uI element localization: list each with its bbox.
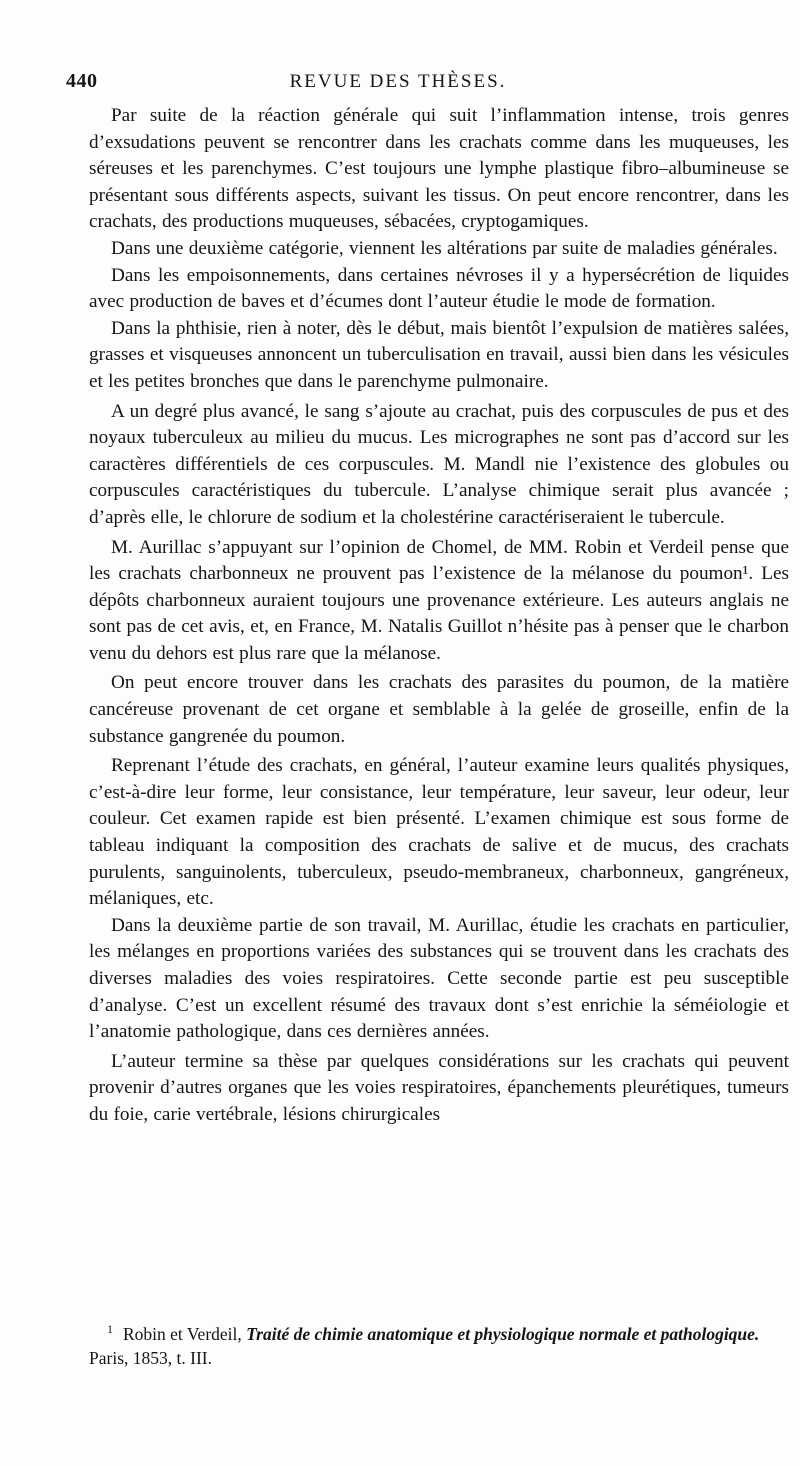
paragraph-parasites: On peut encore trouver dans les crachats des parasites du poumon, de la matière cancéreuse provenant de cet organe et semblable à la gelée de groseille, enfin de la substance gangrenée du poumon. [89, 672, 789, 747]
paragraph-crachats-charbonneux: M. Aurillac s’appuyant sur l’opinion de Chomel, de MM. Robin et Verdeil pense que les crachats charbonneux ne prouvent pas l’existence de la mélanose du poumon¹. Les dépôts charbonneux auraient toujours une provenance extérieure. Les auteurs anglais ne sont pas de cet avis, et, en France, M. Natalis Guillot n’hésite pas à penser que le charbon venu du dehors est plus rare que la mélanose. [89, 536, 789, 664]
page-header [66, 70, 770, 100]
paragraph-phthisie: Dans la phthisie, rien à noter, dès le début, mais bientôt l’expulsion de matières salées, grasses et visqueuses annoncent un tuberculisation en travail, aussi bien dans les vésicules et les petites bronches que dans le parenchyme pulmonaire. [89, 317, 789, 392]
page-body [89, 103, 789, 1129]
paragraph-exsudations: Par suite de la réaction générale qui suit l’inflammation intense, trois genres d’exsudations peuvent se rencontrer dans les crachats comme dans les muqueuses, les séreuses et les parenchymes. C’est toujours une lymphe plastique fibro–albumineuse se présentant sous différents aspects, suivant les tissus. On peut encore rencontrer, dans les crachats, des productions muqueuses, sébacées, cryptogamiques. [89, 105, 789, 233]
page-number: 440 [66, 70, 98, 92]
footnote-mark: 1 [107, 1322, 113, 1336]
footnote-title: Traité de chimie anatomique et physiologique normale et pathologique. [246, 1323, 760, 1344]
paragraph-empoisonnements: Dans les empoisonnements, dans certaines névroses il y a hypersécrétion de liquides avec production de baves et d’écumes dont l’auteur étudie le mode de formation. [89, 264, 789, 313]
footnote-publication: Paris, 1853, t. III. [89, 1347, 212, 1368]
footnote-authors: Robin et Verdeil, [123, 1323, 247, 1344]
paragraph-conclusion: L’auteur termine sa thèse par quelques considérations sur les crachats qui peuvent provenir d’autres organes que les voies respiratoires, épanchements pleurétiques, tumeurs du foie, carie vertébrale, lésions chirurgicales [89, 1050, 789, 1125]
running-head: REVUE DES THÈSES. [289, 71, 507, 92]
paragraph-qualites-physiques: Reprenant l’étude des crachats, en général, l’auteur examine leurs qualités physiques, c’est-à-dire leur forme, leur consistance, leur température, leur saveur, leur odeur, leur couleur. Cet examen rapide est bien présenté. L’examen chimique est sous forme de tableau indiquant la composition des crachats de salive et de mucus, des crachats purulents, sanguinolents, tuberculeux, pseudo-membraneux, charbonneux, gangréneux, mélaniques, etc. [89, 755, 789, 910]
paragraph-deuxieme-categorie: Dans une deuxième catégorie, viennent les altérations par suite de maladies générales. [111, 237, 778, 259]
paragraph-degre-avance: A un degré plus avancé, le sang s’ajoute au crachat, puis des corpuscules de pus et des noyaux tuberculeux au milieu du mucus. Les micrographes ne sont pas d’accord sur les caractères différentiels de ces corpuscules. M. Mandl nie l’existence des globules ou corpuscules caractéristiques du tubercule. L’analyse chimique serait plus avancée ; d’après elle, le chlorure de sodium et la cholestérine caractériseraient le tubercule. [89, 400, 789, 528]
footnote [89, 1317, 789, 1370]
paragraph-deuxieme-partie: Dans la deuxième partie de son travail, M. Aurillac, étudie les crachats en particulier, les mélanges en proportions variées des substances qui se trouvent dans les crachats des diverses maladies des voies respiratoires. Cette seconde partie est peu susceptible d’analyse. C’est un excellent résumé des travaux dont s’est enrichie la séméiologie et l’anatomie pathologique, dans ces dernières années. [89, 914, 789, 1043]
